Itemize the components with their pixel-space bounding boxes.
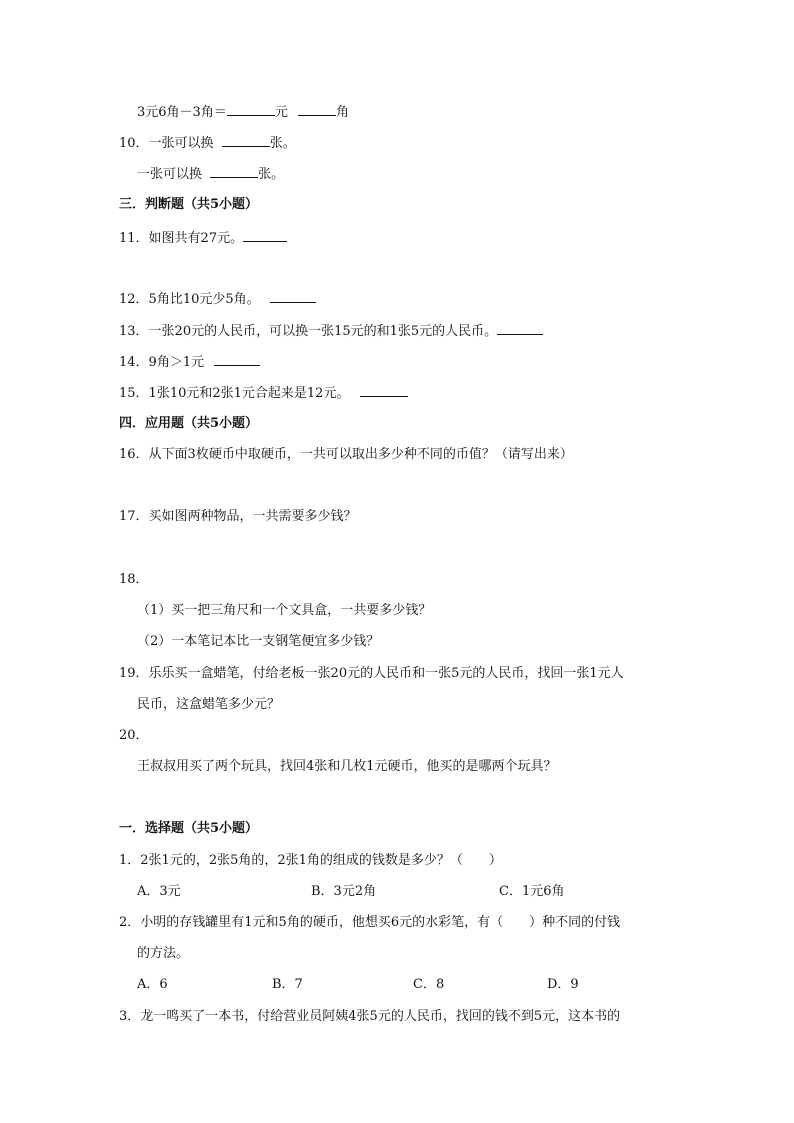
q10-unit: 张。 — [269, 136, 296, 151]
answer-blank[interactable] — [497, 322, 543, 335]
q10-text: 10．一张可以换 — [119, 136, 214, 151]
section-3-title: 三．判断题（共5小题） — [119, 197, 259, 212]
section-1-title: 一．选择题（共5小题） — [119, 821, 259, 836]
question-19-line-1: 19．乐乐买一盒蜡笔，付给老板一张20元的人民币和一张5元的人民币，找回一张1元人 — [119, 666, 624, 681]
q2-option-c[interactable]: C．8 — [413, 977, 445, 992]
answer-blank[interactable] — [298, 103, 336, 116]
question-3: 3．龙一鸣买了一本书，付给营业员阿姨4张5元的人民币，找回的钱不到5元，这本书的 — [119, 1009, 621, 1024]
question-2-line-1: 2．小明的存钱罐里有1元和5角的硬币，他想买6元的水彩笔，有（ ）种不同的付钱 — [119, 915, 621, 930]
answer-blank[interactable] — [270, 290, 316, 303]
answer-blank[interactable] — [243, 229, 287, 242]
question-18-part-1: （1）买一把三角尺和一个文具盒，一共要多少钱？ — [137, 603, 432, 618]
answer-blank[interactable] — [214, 353, 260, 366]
answer-blank[interactable] — [227, 103, 275, 116]
q15-text: 15．1张10元和2张1元合起来是12元。 — [119, 386, 350, 401]
question-11 — [119, 229, 287, 248]
question-19-line-2: 民币，这盒蜡笔多少元？ — [137, 697, 281, 712]
question-18: 18． — [119, 572, 149, 587]
q1-option-a[interactable]: A．3元 — [137, 884, 181, 899]
question-20-body: 王叔叔用买了两个玩具，找回4张和几枚1元硬币，他买的是哪两个玩具？ — [137, 759, 557, 774]
section-4-title: 四．应用题（共5小题） — [119, 416, 259, 431]
question-15 — [119, 384, 408, 403]
q9-sub-line — [137, 103, 349, 122]
question-10 — [119, 134, 296, 153]
question-14 — [119, 353, 260, 372]
answer-blank[interactable] — [360, 384, 408, 397]
q1-option-c[interactable]: C．1元6角 — [499, 884, 565, 899]
q10b-unit: 张。 — [258, 167, 285, 182]
question-1: 1．2张1元的，2张5角的，2张1角的组成的钱数是多少？（ ） — [119, 853, 502, 868]
q2-option-d[interactable]: D．9 — [547, 977, 579, 992]
answer-blank[interactable] — [210, 165, 258, 178]
question-17: 17．买如图两种物品，一共需要多少钱？ — [119, 509, 357, 524]
question-2-line-2: 的方法。 — [137, 946, 190, 961]
answer-blank[interactable] — [222, 134, 270, 147]
q14-text: 14．9角＞1元 — [119, 355, 205, 370]
q10b-text: 一张可以换 — [137, 167, 203, 182]
question-18-part-2: （2）一本笔记本比一支钢笔便宜多少钱？ — [137, 634, 380, 649]
q9-sub-text: 3元6角－3角＝ — [137, 105, 227, 120]
q13-text: 13．一张20元的人民币，可以换一张15元的和1张5元的人民币。 — [119, 324, 498, 339]
question-10-sub — [137, 165, 284, 184]
q2-option-a[interactable]: A．6 — [137, 977, 168, 992]
question-16: 16．从下面3枚硬币中取硬币，一共可以取出多少种不同的币值？（请写出来） — [119, 447, 573, 462]
q2-option-b[interactable]: B．7 — [272, 977, 303, 992]
question-20: 20． — [119, 728, 149, 743]
question-12 — [119, 290, 316, 309]
q11-text: 11．如图共有27元。 — [119, 231, 244, 246]
unit-jiao: 角 — [335, 105, 349, 120]
question-13 — [119, 322, 543, 341]
q12-text: 12．5角比10元少5角。 — [119, 292, 260, 307]
unit-yuan: 元 — [274, 105, 288, 120]
q1-option-b[interactable]: B．3元2角 — [311, 884, 377, 899]
